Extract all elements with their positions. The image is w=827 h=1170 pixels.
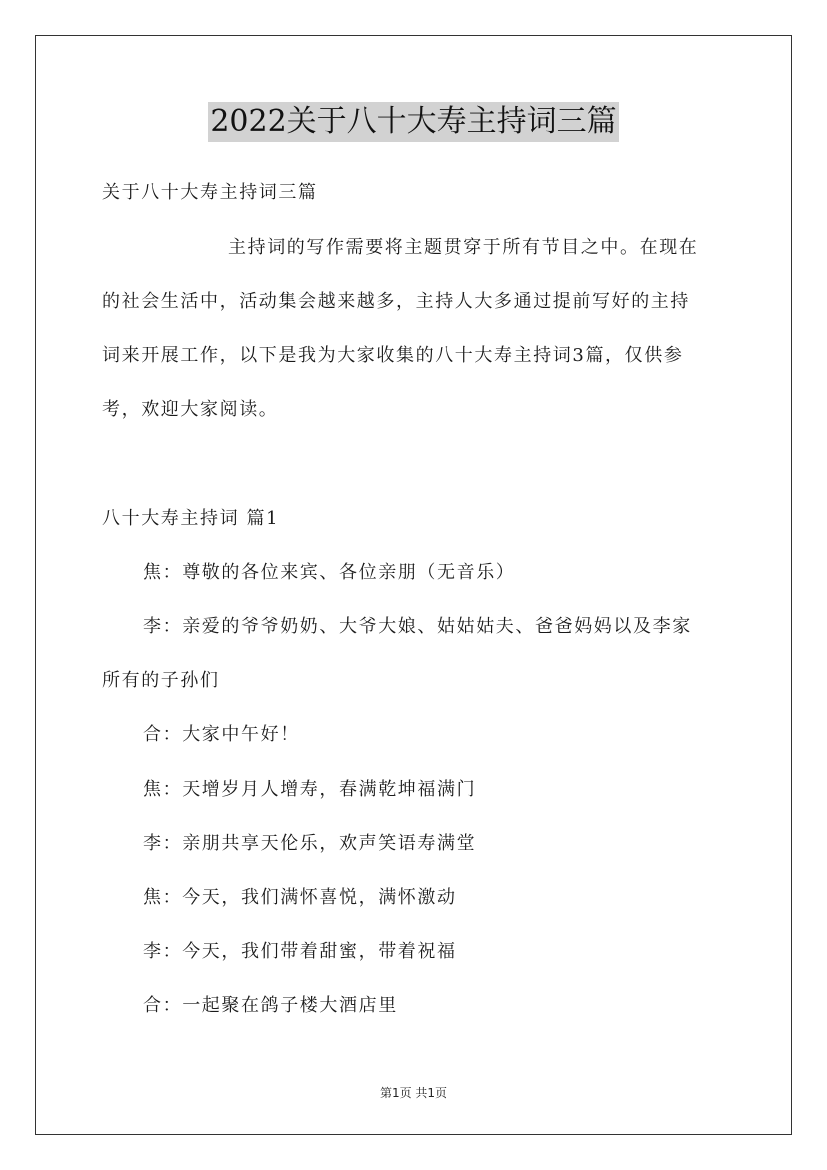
- dialog-line: 焦：天增岁月人增寿，春满乾坤福满门: [143, 779, 477, 800]
- dialog-line: 合：一起聚在鸽子楼大酒店里: [143, 995, 398, 1016]
- dialog-line: 焦：尊敬的各位来宾、各位亲朋（无音乐）: [143, 562, 516, 583]
- title-container: [0, 102, 827, 142]
- intro-line: 的社会生活中，活动集会越来越多，主持人大多通过提前写好的主持: [102, 291, 690, 312]
- document-title: 2022关于八十大寿主持词三篇: [208, 102, 618, 142]
- intro-line: 词来开展工作，以下是我为大家收集的八十大寿主持词3篇，仅供参: [102, 345, 684, 366]
- dialog-line: 李：亲朋共享天伦乐，欢声笑语寿满堂: [143, 833, 477, 854]
- section-heading: 八十大寿主持词 篇1: [102, 508, 280, 529]
- document-subtitle: 关于八十大寿主持词三篇: [102, 182, 318, 203]
- dialog-line: 焦：今天，我们满怀喜悦，满怀激动: [143, 887, 457, 908]
- intro-line: 主持词的写作需要将主题贯穿于所有节目之中。在现在: [228, 237, 699, 258]
- dialog-line: 李：亲爱的爷爷奶奶、大爷大娘、姑姑姑夫、爸爸妈妈以及李家: [143, 616, 692, 637]
- dialog-line: 合：大家中午好！: [143, 724, 300, 745]
- intro-line: 考，欢迎大家阅读。: [102, 399, 279, 420]
- dialog-line: 李：今天，我们带着甜蜜，带着祝福: [143, 941, 457, 962]
- dialog-line: 所有的子孙们: [102, 670, 220, 691]
- page-footer: 第1页 共1页: [379, 1086, 448, 1100]
